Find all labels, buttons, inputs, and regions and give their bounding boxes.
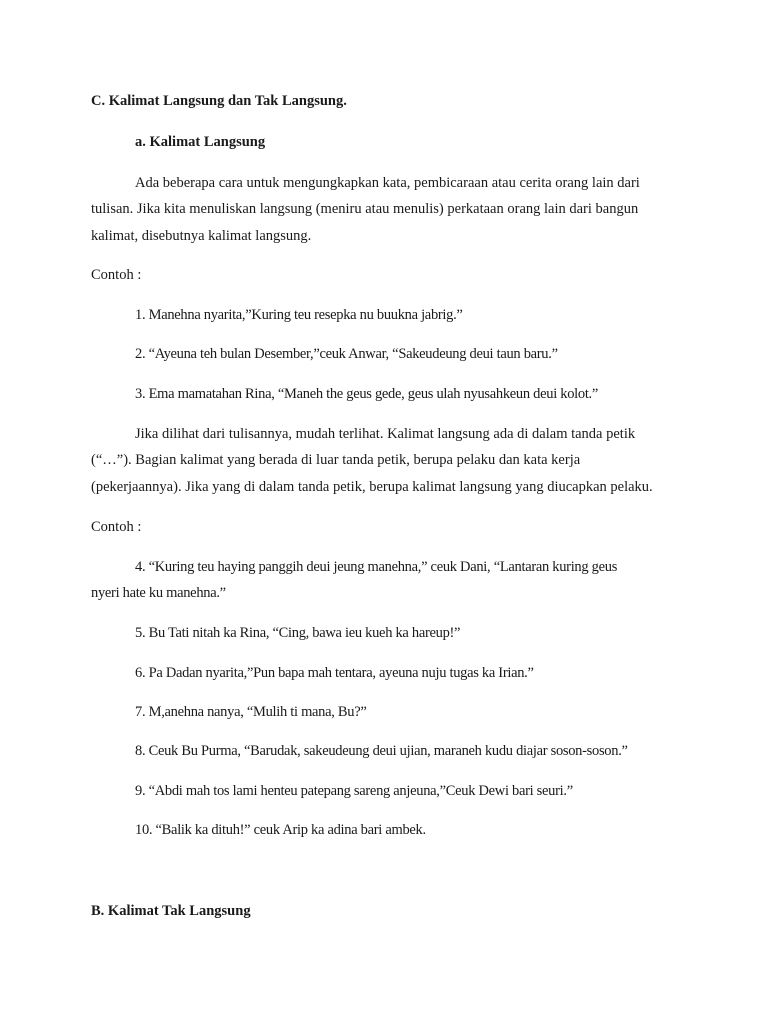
example-item-4: 4. “Kuring teu haying panggih deui jeung manehna,” ceuk Dani, “Lantaran kuring geus xyxy=(135,559,618,575)
intro-line-1: Ada beberapa cara untuk mengungkapkan kata, pembicaraan atau cerita orang lain dari xyxy=(135,175,640,191)
intro-line-2: tulisan. Jika kita menuliskan langsung (meniru atau menulis) perkataan orang lain dari bangun xyxy=(91,201,639,217)
explanation-line-2: (“…”). Bagian kalimat yang berada di luar tanda petik, berupa pelaku dan kata kerja xyxy=(91,452,581,468)
section-c-title: C. Kalimat Langsung dan Tak Langsung. xyxy=(91,93,347,109)
example-item-2: 2. “Ayeuna teh bulan Desember,”ceuk Anwar, “Sakeudeung deui taun baru.” xyxy=(135,346,558,362)
example-item-1: 1. Manehna nyarita,”Kuring teu resepka nu buukna jabrig.” xyxy=(135,307,463,323)
explanation-line-3: (pekerjaannya). Jika yang di dalam tanda petik, berupa kalimat langsung yang diucapkan pelaku. xyxy=(91,479,653,495)
explanation-line-1: Jika dilihat dari tulisannya, mudah terlihat. Kalimat langsung ada di dalam tanda petik xyxy=(135,426,636,442)
example-item-6: 6. Pa Dadan nyarita,”Pun bapa mah tentara, ayeuna nuju tugas ka Irian.” xyxy=(135,665,534,681)
example-item-3: 3. Ema mamatahan Rina, “Maneh the geus gede, geus ulah nyusahkeun deui kolot.” xyxy=(135,386,599,402)
example-item-8: 8. Ceuk Bu Purma, “Barudak, sakeudeung deui ujian, maraneh kudu diajar soson-soson.” xyxy=(135,743,628,759)
example-item-5: 5. Bu Tati nitah ka Rina, “Cing, bawa ieu kueh ka hareup!” xyxy=(135,625,461,641)
subsection-a-title: a. Kalimat Langsung xyxy=(135,134,266,150)
example-label-2: Contoh : xyxy=(91,519,142,535)
example-item-9: 9. “Abdi mah tos lami henteu patepang sareng anjeuna,”Ceuk Dewi bari seuri.” xyxy=(135,783,573,799)
example-label-1: Contoh : xyxy=(91,267,142,283)
intro-line-3: kalimat, disebutnya kalimat langsung. xyxy=(91,228,312,244)
section-b-title: B. Kalimat Tak Langsung xyxy=(91,903,251,919)
example-item-7: 7. M,anehna nanya, “Mulih ti mana, Bu?” xyxy=(135,704,367,720)
example-item-4-continued: nyeri hate ku manehna.” xyxy=(91,585,226,601)
example-item-10: 10. “Balik ka dituh!” ceuk Arip ka adina bari ambek. xyxy=(135,822,426,838)
